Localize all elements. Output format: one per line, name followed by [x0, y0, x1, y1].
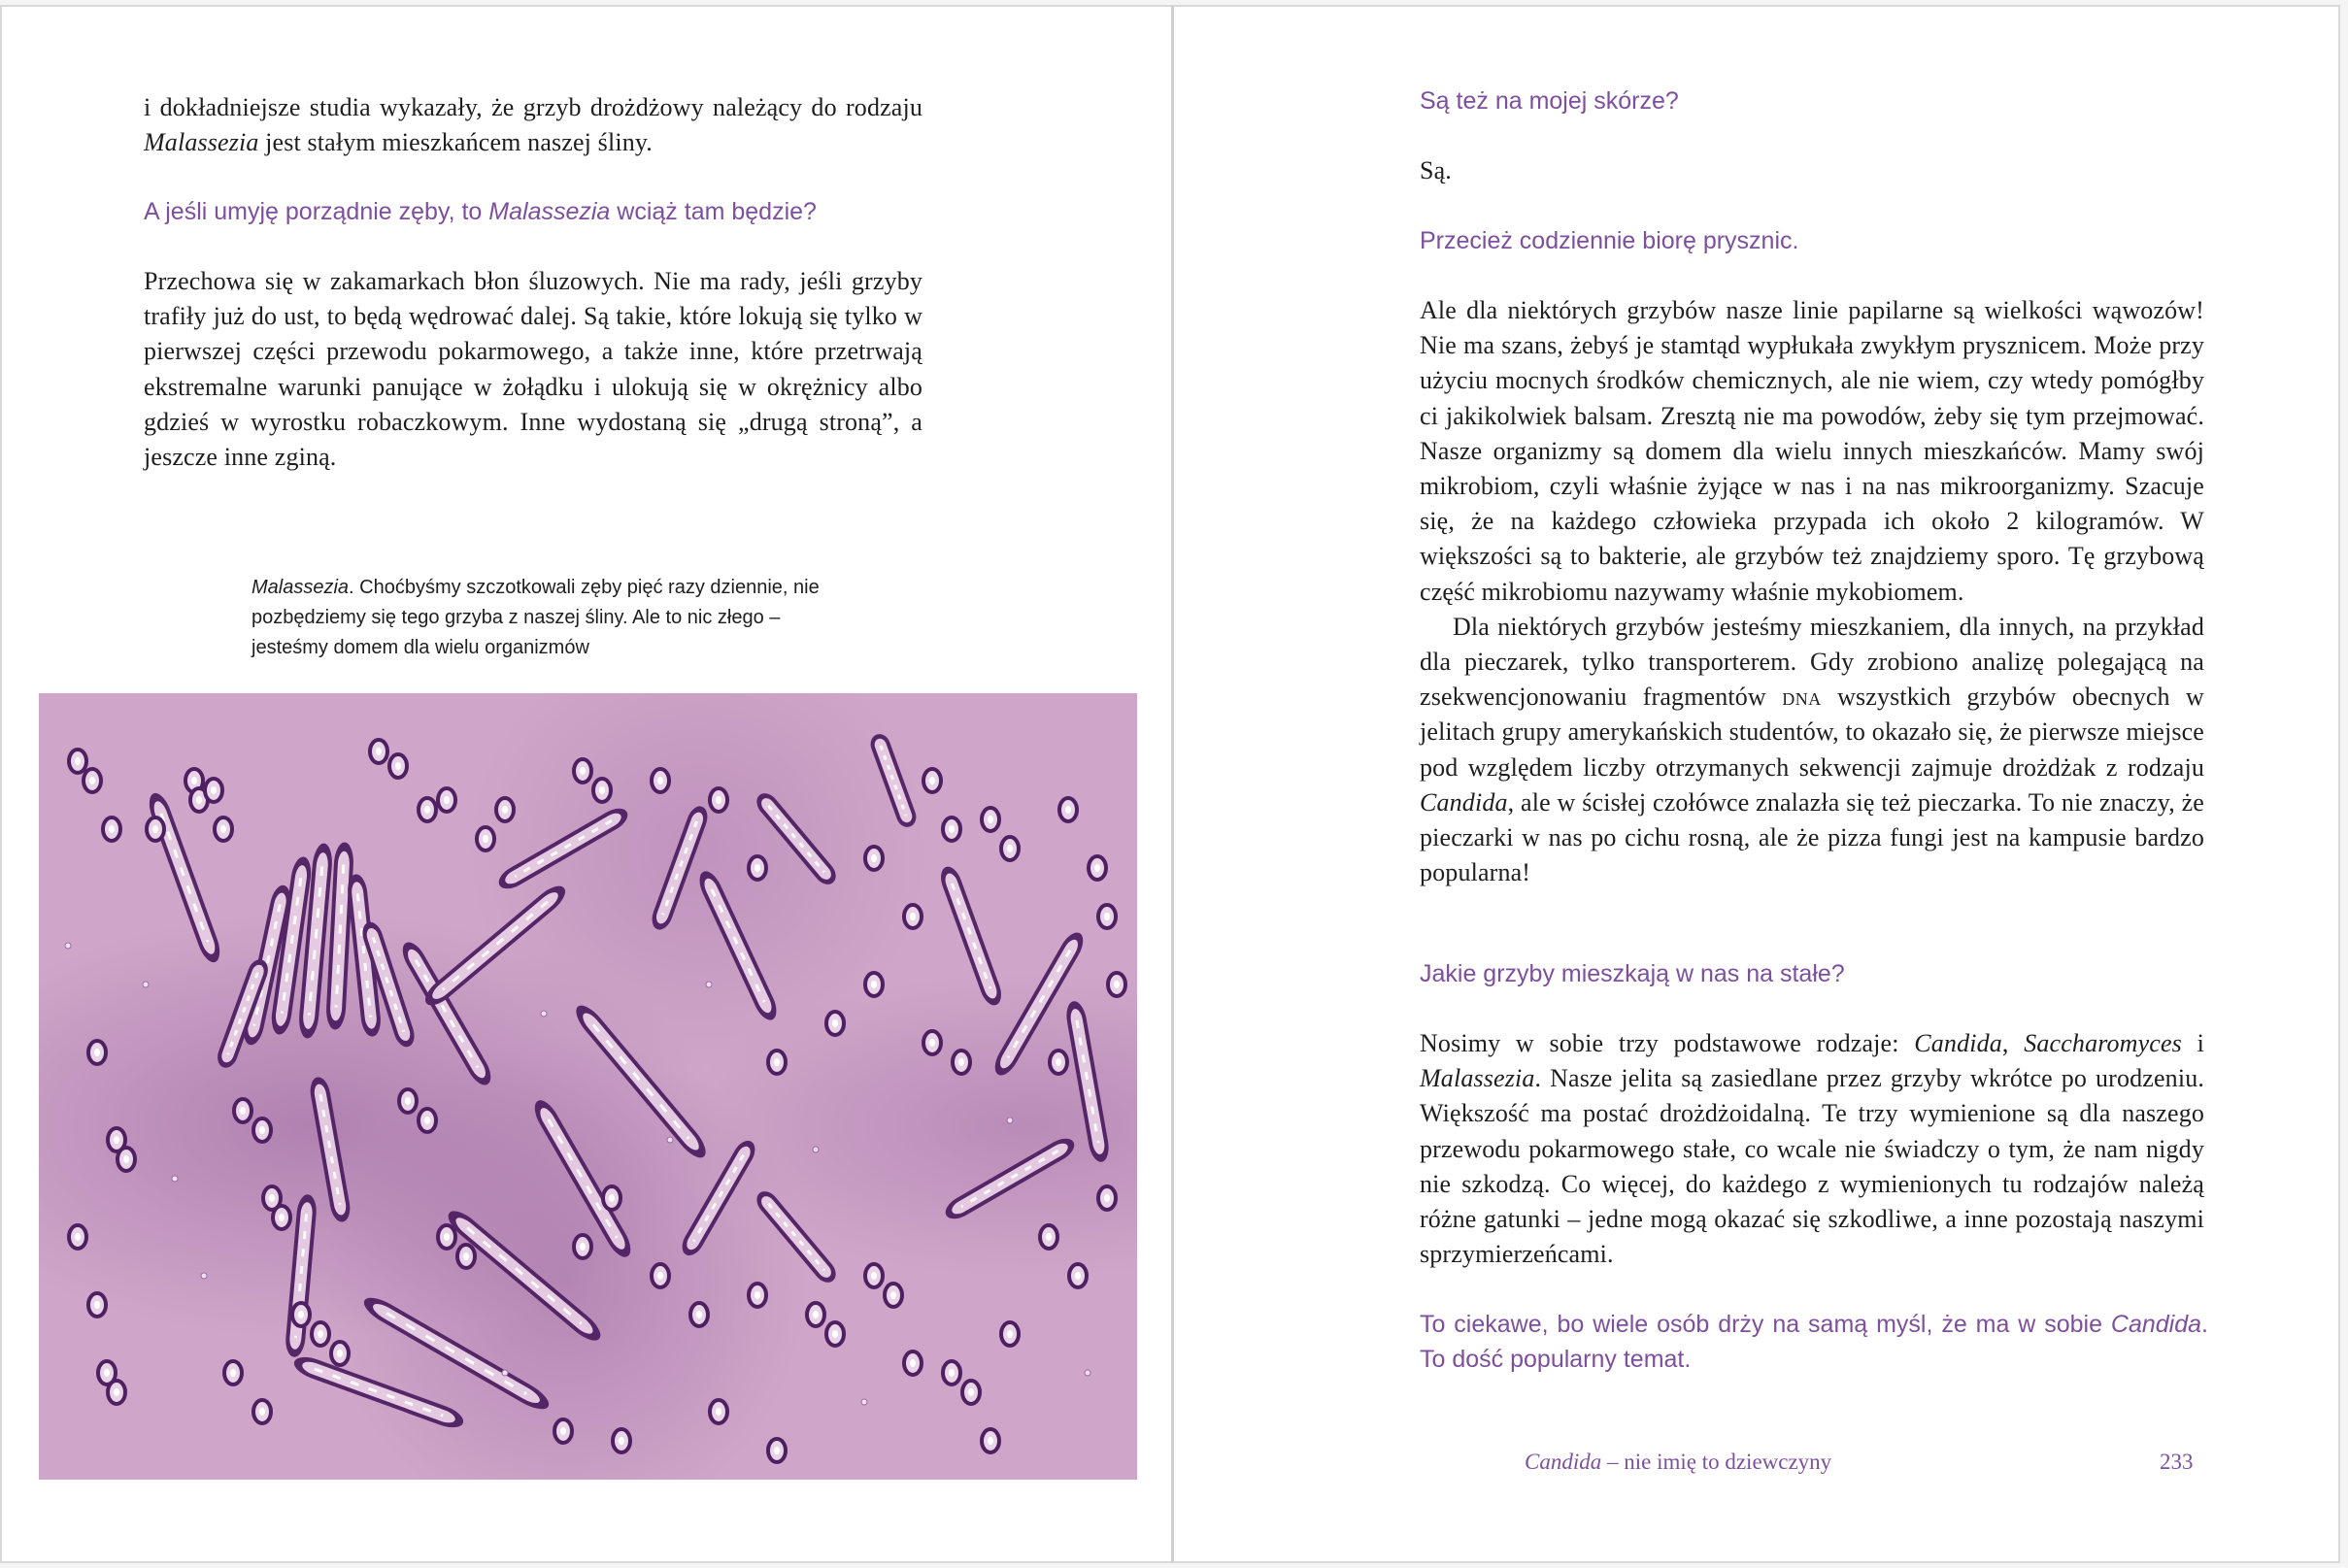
paragraph: Są. [1420, 156, 1452, 184]
answer-paragraph-1 [144, 264, 922, 475]
italic-genus-name: Malassezia [488, 198, 611, 225]
micrograph-illustration [39, 693, 1137, 1480]
question-heading-2: Są też na mojej skórze? [1420, 87, 1679, 115]
answer-paragraph-2 [1420, 153, 2216, 188]
text-span: A jeśli umyję porządnie zęby, to [144, 198, 489, 225]
italic-genus-name: Saccharomyces [2024, 1029, 2182, 1057]
page-number: 233 [2160, 1450, 2194, 1474]
continued-paragraph [144, 90, 922, 160]
italic-genus-name: Candida [1914, 1029, 2002, 1057]
text-span: . To dość popularny temat. [1420, 1311, 2208, 1373]
malassezia-micrograph-image [39, 693, 1137, 1480]
caption-italic: Malassezia [252, 577, 350, 598]
paragraph: Przechowa się w zakamarkach błon śluzowych. Nie ma rady, jeśli grzyby trafiły już do ust, to będą wędrować dalej. Są takie, które lokują się tylko w pierwszej części przewodu pokarmowego, a także inne, które przetrwają ekstremalne warunki panujące w żołądku i ulokują się w okrężnicy albo gdzieś w wyrostku robaczkowym. Inne wydostaną się „drugą stroną”, a jeszcze inne zginą. [144, 267, 922, 472]
italic-genus-name: Candida [2110, 1311, 2202, 1338]
italic-genus-name: Malassezia [1420, 1064, 1535, 1093]
text-span: i dokładniejsze studia wykazały, że grzyb drożdżowy należący do rodzaju [144, 93, 922, 121]
dna-smallcaps: dna [1782, 683, 1822, 712]
text-span: wciąż tam będzie? [610, 198, 817, 225]
question-heading-1 [144, 194, 922, 229]
running-head-text: – nie imię to dziewczyny [1601, 1450, 1832, 1474]
italic-genus-name: Malassezia [144, 128, 259, 157]
text-span: i [2181, 1029, 2204, 1057]
question-heading-5 [1420, 1307, 2208, 1377]
caption-text: . Choćbyśmy szczotkowali zęby pięć razy dziennie, nie pozbędziemy się tego grzyba z naszej śliny. Ale to nic złego – jesteśmy domem dla wielu organizmów [252, 577, 820, 658]
figure-caption [252, 573, 854, 663]
left-page [0, 5, 1173, 1563]
answer-paragraph-4 [1420, 1026, 2204, 1272]
paragraph-indented [1420, 610, 2204, 891]
italic-genus-name: Candida [1420, 787, 1508, 817]
question-heading-3: Przecież codziennie biorę prysznic. [1420, 227, 1799, 254]
text-span: . Nasze jelita są zasiedlane przez grzyby wkrótce po urodzeniu. Większość ma postać drożdżoidalną. Te trzy wymienione są dla naszego przewodu pokarmowego stałe, co wcale nie świadczy o tym, że nam nigdy nie szkodzą. Co więcej, do każdego z wymienionych tu rodzajów należą różne gatunki – jedne mogą okazać się szkodliwe, a inne pozostają naszymi sprzymierzeńcami. [1420, 1064, 2204, 1269]
text-span: , ale w ścisłej czołówce znalazła się też pieczarka. To nie znaczy, że pieczarki w nas po cichu rosną, ale że pizza fungi jest na kampusie bardzo popularna! [1420, 787, 2204, 887]
running-head [1525, 1450, 1831, 1475]
running-head-italic: Candida [1525, 1450, 1602, 1474]
text-span: jest stałym mieszkańcem naszej śliny. [258, 128, 653, 157]
paragraph: Ale dla niektórych grzybów nasze linie papilarne są wielkości wąwozów! Nie ma szans, żebyś je stamtąd wypłukała zwykłym prysznicem. Może przy użyciu mocnych środków chemicznych, ale nie wiem, czy wtedy pomógłby ci jakikolwiek balsam. Zresztą nie ma powodów, żeby się tym przejmować. Nasze organizmy są domem dla wielu innych mieszkańców. Mamy swój mikrobiom, czyli właśnie żyjące w nas i na nas mikroorganizmy. Szacuje się, że na każdego człowieka przypada ich około 2 kilogramów. W większości są to bakterie, ale grzybów też znajdziemy sporo. Tę grzybową część mikrobiomu nazywamy właśnie mykobiomem. [1420, 296, 2204, 606]
text-span: Dla niektórych grzybów jesteśmy mieszkaniem, dla innych, na przykład dla pieczarek, tylko transporterem. Gdy zrobiono analizę polegającą na zsekwencjonowaniu fragmentów [1420, 612, 2204, 712]
text-span: To ciekawe, bo wiele osób drży na samą myśl, że ma w sobie [1420, 1311, 2111, 1338]
text-span: wszystkich grzybów obecnych w jelitach grupy amerykańskich studentów, to okazało się, że pierwsze miejsce pod względem liczby otrzymanych sekwencji zajmuje drożdżak z rodzaju [1420, 683, 2204, 782]
text-span: , [2001, 1029, 2025, 1057]
answer-paragraph-3 [1420, 293, 2204, 890]
text-span: Nosimy w sobie trzy podstawowe rodzaje: [1420, 1029, 1915, 1057]
question-heading-4: Jakie grzyby mieszkają w nas na stałe? [1420, 960, 1845, 987]
